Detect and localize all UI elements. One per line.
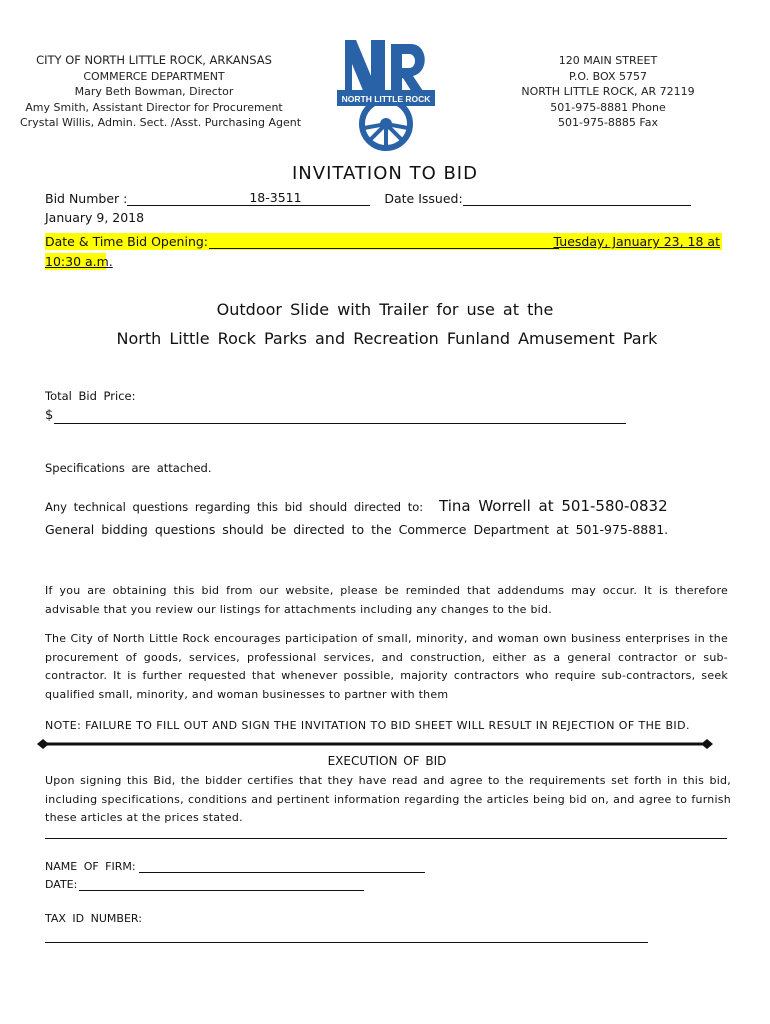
execution-title: EXECUTION OF BID	[327, 754, 447, 768]
bid-number-value: 18-3511	[249, 190, 302, 205]
bid-opening-row	[45, 234, 722, 249]
bid-opening-label: Date & Time Bid Opening:	[45, 234, 209, 249]
project-title-line1: Outdoor Slide with Trailer for use at the	[216, 300, 554, 319]
purchasing-agent-name: Crystal Willis, Admin. Sect. /Asst. Purchasing Agent	[20, 116, 302, 129]
logo-band-text: NORTH LITTLE ROCK	[341, 94, 431, 104]
website-note: If you are obtaining this bid from our website, please be reminded that addendums may occur. It is therefore advisable that you review our listings for attachments including any changes to the bid.	[45, 584, 728, 616]
technical-questions: Any technical questions regarding this bid should directed to:	[45, 500, 424, 514]
signature-line[interactable]	[45, 838, 727, 839]
date-issued-value: January 9, 2018	[45, 210, 145, 225]
firm-label: NAME OF FIRM:	[45, 860, 136, 873]
header-left	[20, 53, 302, 131]
bid-opening-rule	[209, 236, 559, 249]
technical-contact: Tina Worrell at 501-580-0832	[439, 497, 668, 515]
date-issued-field[interactable]	[463, 191, 691, 206]
director-name: Mary Beth Bowman, Director	[74, 85, 234, 98]
total-bid-price-field[interactable]	[54, 423, 626, 424]
execution-text: Upon signing this Bid, the bidder certifies that they have read and agree to the requirements set forth in this bid, including specifications, conditions and pertinent information regarding the articles being bid on, and agree to furnish these articles at the prices stated.	[45, 774, 731, 825]
bid-opening-date: Tuesday, January 23, 18 at	[553, 234, 720, 249]
specs-attached: Specifications are attached.	[45, 461, 212, 475]
tax-id-field[interactable]	[45, 942, 648, 943]
general-questions: General bidding questions should be directed to the Commerce Department at 501-975-8881.	[45, 522, 669, 537]
header-right	[510, 53, 706, 131]
total-bid-dollar: $	[45, 408, 54, 423]
bid-number-field[interactable]	[127, 190, 370, 206]
section-divider	[37, 735, 713, 747]
date-label: DATE:	[45, 878, 78, 891]
firm-name-field[interactable]	[139, 872, 425, 873]
date-field[interactable]	[79, 890, 364, 891]
bid-opening-time: 10:30 a.m.	[45, 254, 113, 269]
city-state-zip: NORTH LITTLE ROCK, AR 72119	[521, 85, 695, 98]
po-box: P.O. BOX 5757	[569, 69, 647, 83]
encourage-note: The City of North Little Rock encourages participation of small, minority, and woman own business enterprises in the procurement of goods, services, professional services, and construction, either as a general contractor or sub-contractor. It is further requested that whenever possible, majority contractors who require sub-contractors, seek qualified small, minority, and woman businesses to partner with them	[45, 632, 728, 702]
project-title-line2: North Little Rock Parks and Recreation Funland Amusement Park	[116, 329, 658, 348]
date-issued-label: Date Issued:	[384, 191, 463, 206]
failure-note: NOTE: FAILURE TO FILL OUT AND SIGN THE INVITATION TO BID SHEET WILL RESULT IN REJECTION OF THE BID.	[45, 719, 690, 732]
assistant-director-name: Amy Smith, Assistant Director for Procurement	[25, 100, 283, 114]
page-title: INVITATION TO BID	[292, 163, 478, 184]
bid-number-row	[45, 190, 691, 206]
street-address: 120 MAIN STREET	[558, 54, 658, 67]
tax-id-label: TAX ID NUMBER:	[45, 912, 142, 925]
bid-number-label: Bid Number :	[45, 191, 128, 206]
nlr-logo	[333, 36, 439, 152]
phone-number: 501-975-8881 Phone	[550, 100, 666, 114]
department-name: COMMERCE DEPARTMENT	[83, 69, 225, 83]
city-name: CITY OF NORTH LITTLE ROCK, ARKANSAS	[36, 53, 272, 67]
total-bid-label: Total Bid Price:	[45, 389, 136, 403]
fax-number: 501-975-8885 Fax	[558, 116, 658, 129]
